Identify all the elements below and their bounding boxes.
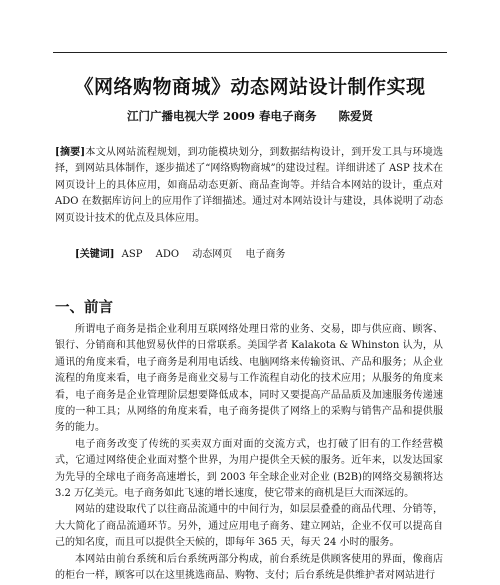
abstract	[55, 145, 443, 227]
paper-title: 《网络购物商城》动态网站设计制作实现	[74, 76, 426, 98]
paragraph: 所谓电子商务是指企业利用互联网络处理日常的业务、交易，即与供应商、顾客、银行、分销商和其他贸易伙伴的日常联系。美国学者 Kalakota & Whinston 认为，从通讯的角度来看，电子商务是利用电话线、电脑网络来传输资讯、产品和服务；从企业流程的角度来看，电子商务是商业交易与工作流程自动化的技术应用；从服务的角度来看，电子商务是企业管理阶层想要降低成本，同时又要提高产品品质及加速服务传递速度的一种工具；从网络的角度来看，电子商务提供了网络上的采购与销售产品和提供服务的能力。	[55, 324, 443, 434]
abstract-tag: [摘要]	[55, 147, 86, 158]
keywords-tag: [关键词]	[75, 249, 115, 260]
abstract-text: 本文从网站流程规划，到功能模块划分，到数据结构设计，到开发工具与环境选择，到网站具体制作，逐步描述了“网络购物商城”的建设过程。详细讲述了 ASP 技术在网页设计上的具体应用，如商品动态更新、商品查询等。并结合本网站的设计，重点对 ADO 在数据库访问上的应用作了详细描述。通过对本网站设计与建设，具体说明了动态网页设计技术的优点及具体应用。	[55, 147, 443, 224]
paragraph: 网站的建设取代了以往商品流通中的中间行为，如层层叠叠的商品代理、分销等，大大简化了商品流通环节。另外，通过应用电子商务、建立网站，企业不仅可以提高自己的知名度，而且可以提供全天候的，即每年 365 天，每天 24 小时的服务。	[55, 504, 443, 549]
paragraph: 本网站由前台系统和后台系统两部分构成，前台系统是供顾客使用的界面，像商店的柜台一样，顾客可以在这里挑选商品、购物、支付；后台系统是供维护者对网站进行	[55, 553, 443, 582]
body-text	[55, 322, 443, 585]
section-heading: 一、前言	[55, 299, 113, 316]
keyword: 动态网页	[192, 249, 233, 260]
byline	[0, 108, 500, 124]
keyword: 电子商务	[245, 249, 286, 260]
header-rule	[53, 52, 447, 53]
keywords	[75, 248, 435, 262]
affiliation: 江门广播电视大学 2009 春电子商务	[126, 109, 317, 123]
keyword: ADO	[155, 249, 180, 260]
author-name: 陈爱贤	[338, 109, 373, 123]
paragraph: 电子商务改变了传统的买卖双方面对面的交流方式，也打破了旧有的工作经营模式，它通过网络使企业面对整个世界，为用户提供全天候的服务。近年来，以发达国家为先导的全球电子商务高速增长，到 2003 年全球企业对企业 (B2B)的网络交易额将达 3.2 万亿美元。电子商务如此飞速的增长速度，使它带来的商机是巨大而深远的。	[55, 438, 443, 500]
keyword: ASP	[121, 249, 143, 260]
